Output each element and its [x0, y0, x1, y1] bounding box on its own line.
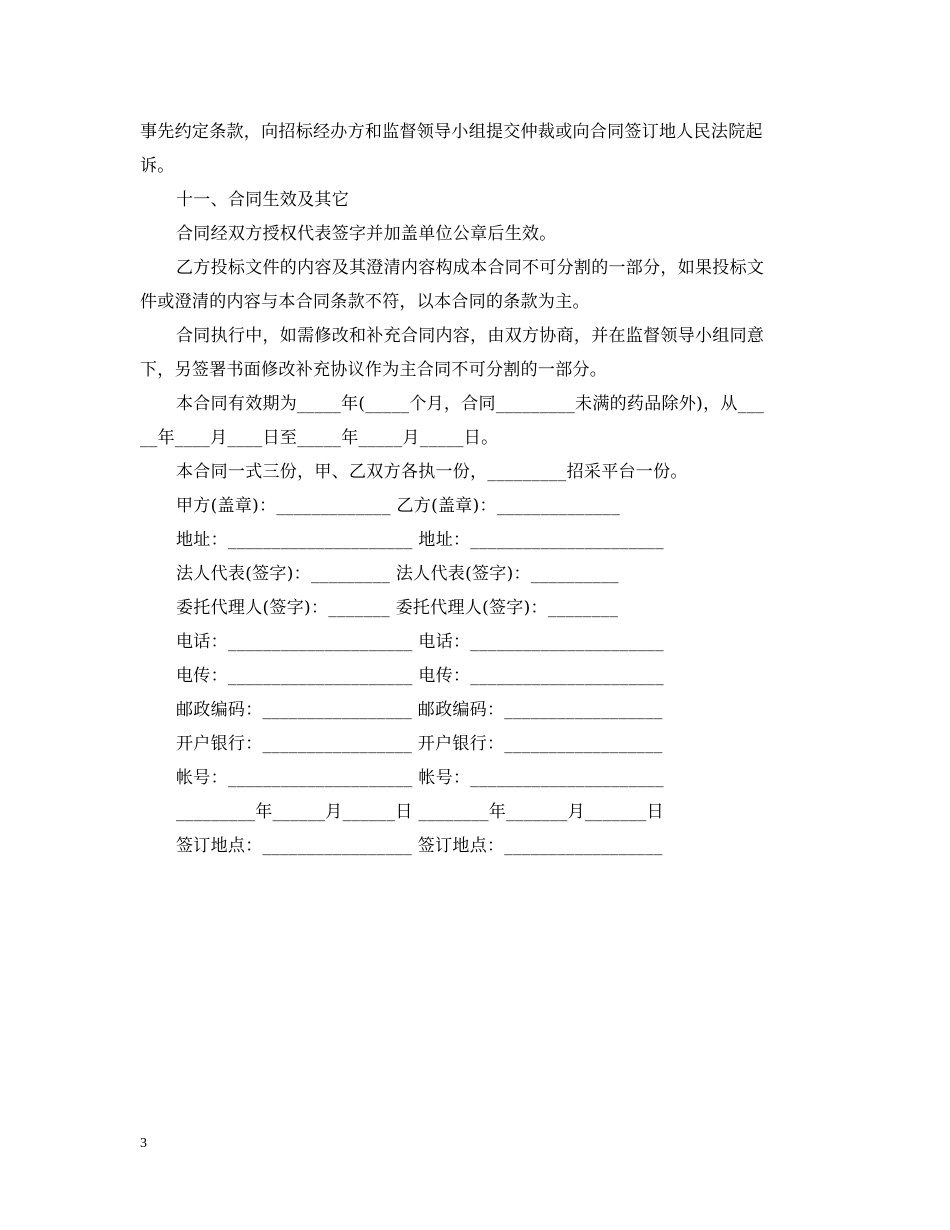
paragraph-line: 下，另签署书面修改补充协议作为主合同不可分割的一部分。	[140, 360, 608, 380]
signature-field-line: 电话：_____________________ 电话：______________________	[176, 632, 664, 652]
signature-field-line: 委托代理人(签字)：_______ 委托代理人(签字)：________	[176, 598, 619, 618]
paragraph-line: __年____月____日至_____年_____月_____日。	[140, 428, 499, 448]
page-number: 3	[140, 1136, 147, 1151]
signature-field-line: 电传：_____________________ 电传：______________________	[176, 666, 664, 686]
paragraph-line: 事先约定条款，向招标经办方和监督领导小组提交仲裁或向合同签订地人民法院起	[140, 122, 763, 142]
paragraph-line: 合同经双方授权代表签字并加盖单位公章后生效。	[176, 224, 557, 244]
signature-field-line: 地址：_____________________ 地址：______________________	[176, 530, 664, 550]
paragraph-line: 乙方投标文件的内容及其澄清内容构成本合同不可分割的一部分，如果投标文	[176, 258, 765, 278]
section-heading: 十一、合同生效及其它	[176, 190, 349, 210]
paragraph-line: 件或澄清的内容与本合同条款不符，以本合同的条款为主。	[140, 292, 590, 312]
paragraph-line: 本合同有效期为_____年(_____个月，合同_________未满的药品除外)，从___	[176, 394, 765, 414]
signature-field-line: 帐号：_____________________ 帐号：______________________	[176, 768, 664, 788]
paragraph-line: 合同执行中，如需修改和补充合同内容，由双方协商，并在监督领导小组同意	[176, 326, 765, 346]
paragraph-line: 本合同一式三份，甲、乙双方各执一份，_________招采平台一份。	[176, 462, 688, 482]
signature-field-line: 开户银行：_________________ 开户银行：__________________	[176, 734, 663, 754]
signature-field-line: 签订地点：_________________ 签订地点：__________________	[176, 836, 663, 856]
paragraph-line: 诉。	[140, 156, 175, 176]
signature-field-line: 甲方(盖章)：_____________ 乙方(盖章)：______________	[176, 496, 621, 516]
date-field-line: _________年______月______日 ________年_______月_______日	[176, 802, 664, 822]
signature-field-line: 邮政编码：_________________ 邮政编码：__________________	[176, 700, 663, 720]
signature-field-line: 法人代表(签字)：_________ 法人代表(签字)：__________	[176, 564, 619, 584]
